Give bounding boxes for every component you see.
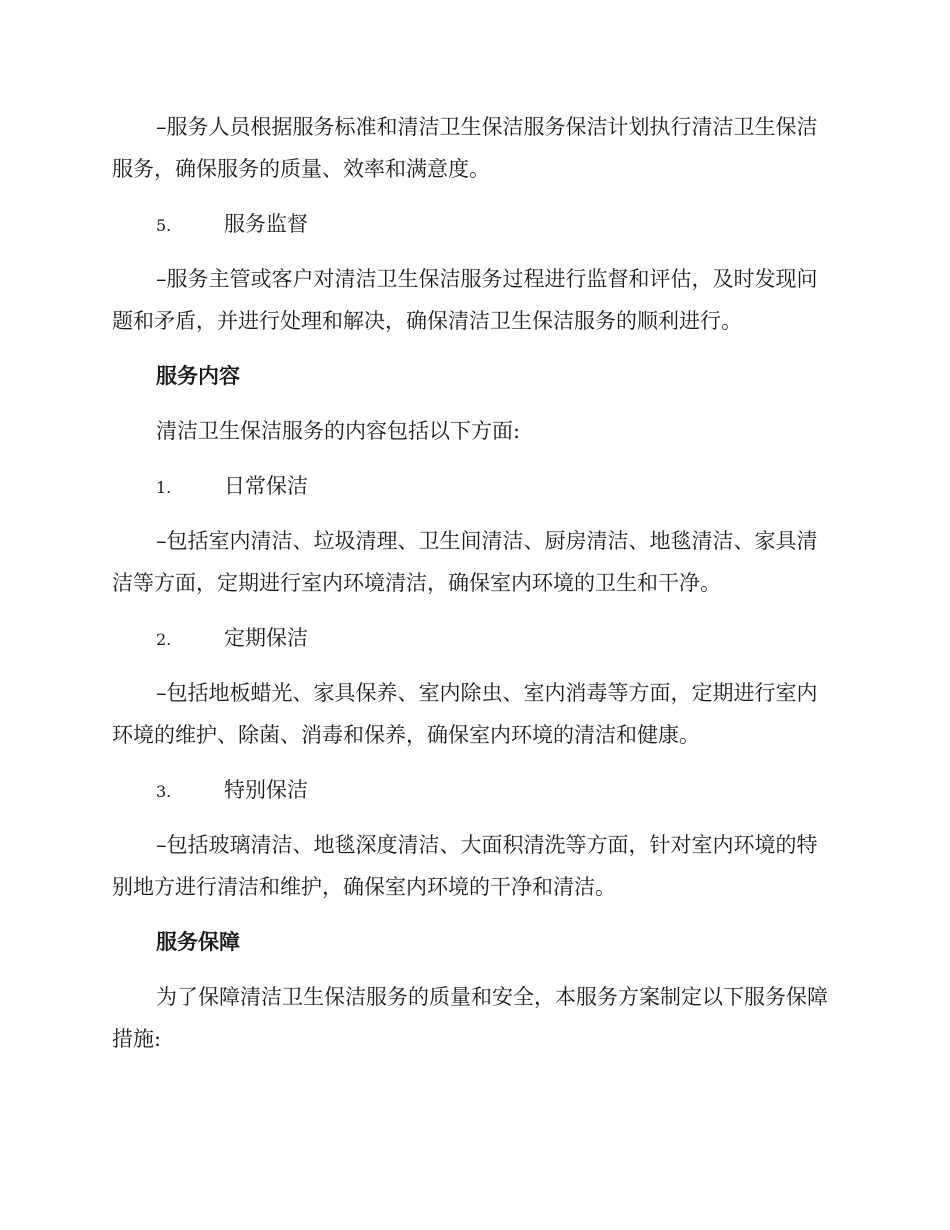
list-item-service-supervision — [112, 203, 872, 247]
list-title: 定期保洁 — [224, 626, 308, 650]
section-heading-service-guarantee: 服务保障 — [156, 929, 240, 954]
paragraph-special-cleaning: –包括玻璃清洁、地毯深度清洁、大面积清洗等方面，针对室内环境的特别地方进行清洁和维护，确保室内环境的干净和清洁。 — [112, 833, 818, 899]
list-item-periodic-cleaning — [112, 617, 872, 661]
paragraph-service-execution: –服务人员根据服务标准和清洁卫生保洁服务保洁计划执行清洁卫生保洁服务，确保服务的质量、效率和满意度。 — [112, 115, 818, 181]
paragraph-periodic-cleaning: –包括地板蜡光、家具保养、室内除虫、室内消毒等方面，定期进行室内环境的维护、除菌、消毒和保养，确保室内环境的清洁和健康。 — [112, 681, 818, 747]
list-number: 3. — [156, 782, 172, 801]
list-title: 日常保洁 — [224, 474, 308, 498]
list-title: 服务监督 — [224, 212, 308, 236]
paragraph-service-supervision: –服务主管或客户对清洁卫生保洁服务过程进行监督和评估，及时发现问题和矛盾，并进行处理和解决，确保清洁卫生保洁服务的顺利进行。 — [112, 267, 818, 333]
section-heading-service-content: 服务内容 — [156, 363, 240, 388]
list-number: 5. — [156, 216, 172, 235]
list-item-special-cleaning — [112, 769, 872, 813]
list-item-daily-cleaning — [112, 465, 872, 509]
list-number: 2. — [156, 630, 172, 649]
list-number: 1. — [156, 478, 172, 497]
paragraph-guarantee-intro: 为了保障清洁卫生保洁服务的质量和安全，本服务方案制定以下服务保障措施: — [112, 985, 828, 1051]
paragraph-content-intro: 清洁卫生保洁服务的内容包括以下方面: — [156, 419, 521, 443]
paragraph-daily-cleaning: –包括室内清洁、垃圾清理、卫生间清洁、厨房清洁、地毯清洁、家具清洁等方面，定期进行室内环境清洁，确保室内环境的卫生和干净。 — [112, 529, 818, 595]
list-title: 特别保洁 — [224, 778, 308, 802]
